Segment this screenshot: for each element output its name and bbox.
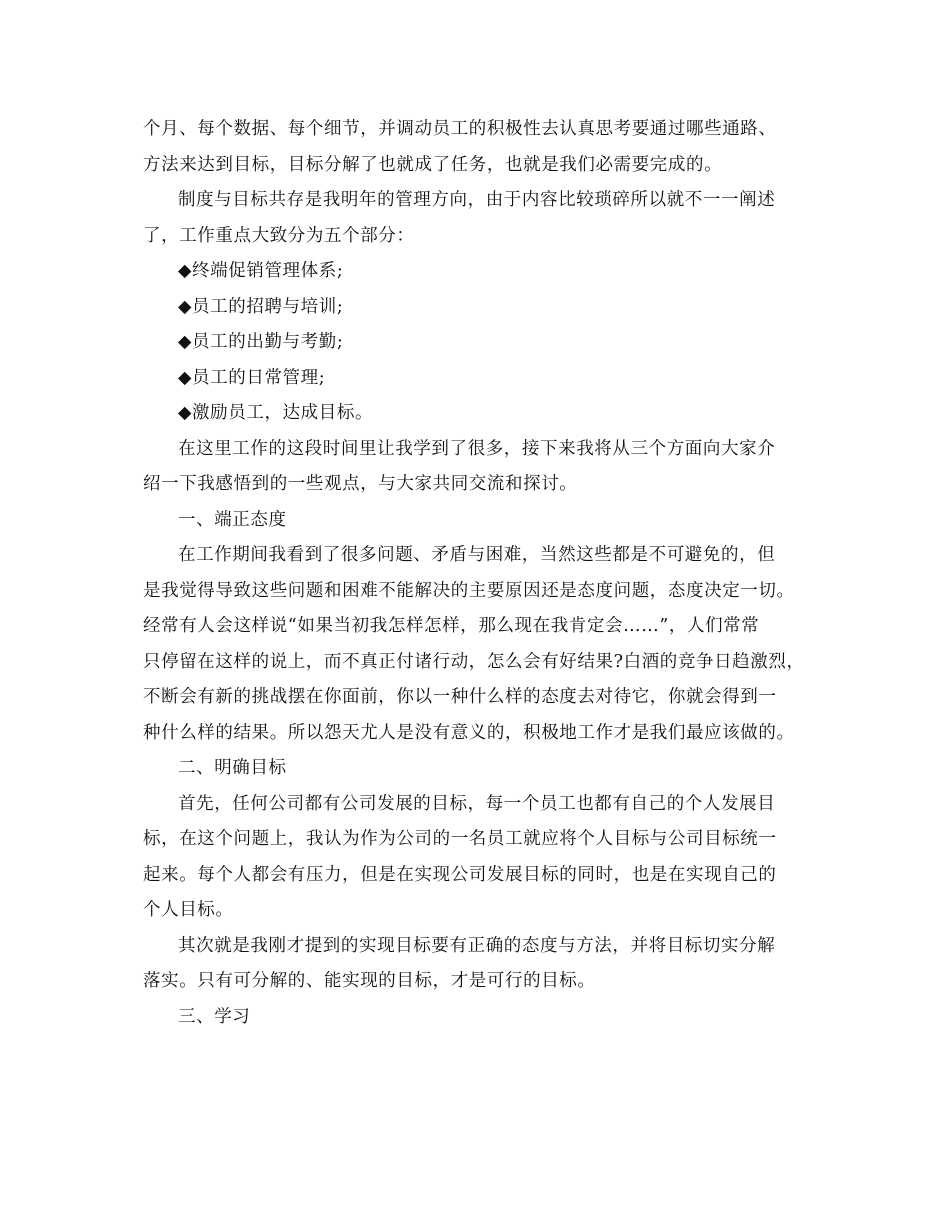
text-line: ◆终端促销管理体系; <box>178 261 344 281</box>
text-line: 一、端正态度 <box>178 509 287 530</box>
text-line: 在这里工作的这段时间里让我学到了很多，接下来我将从三个方面向大家介 <box>178 438 776 459</box>
text-line: 起来。每个人都会有压力，但是在实现公司发展目标的同时，也是在实现自己的 <box>143 864 777 885</box>
text-line: ◆员工的出勤与考勤; <box>178 332 344 352</box>
text-line: 种什么样的结果。所以怨天尤人是没有意义的，积极地工作才是我们最应该做的。 <box>143 722 795 743</box>
text-line: ◆员工的日常管理; <box>178 367 326 388</box>
text-line: 在工作期间我看到了很多问题、矛盾与困难，当然这些都是不可避免的，但 <box>178 545 776 565</box>
text-line: 了，工作重点大致分为五个部分： <box>143 225 415 246</box>
text-line: 首先，任何公司都有公司发展的目标，每一个员工也都有自己的个人发展目 <box>178 793 776 814</box>
text-line: 是我觉得导致这些问题和困难不能解决的主要原因还是态度问题，态度决定一切。 <box>143 580 795 601</box>
document-body <box>143 112 813 1035</box>
text-line: 三、学习 <box>178 1006 251 1027</box>
text-line: 落实。只有可分解的、能实现的目标，才是可行的目标。 <box>143 971 596 991</box>
text-line: 个人目标。 <box>143 900 234 920</box>
text-line: ◆激励员工，达成目标。 <box>178 403 374 423</box>
text-line: 制度与目标共存是我明年的管理方向，由于内容比较琐碎所以就不一一阐述 <box>178 190 776 210</box>
text-line: 二、明确目标 <box>178 758 287 778</box>
text-line: 不断会有新的挑战摆在你面前，你以一种什么样的态度去对待它，你就会得到一 <box>143 687 777 707</box>
text-line: 绍一下我感悟到的一些观点，与大家共同交流和探讨。 <box>143 474 578 494</box>
text-line: ◆员工的招聘与培训; <box>178 296 344 317</box>
text-line: 只停留在这样的说上，而不真正付诸行动，怎么会有好结果?白酒的竞争日趋激烈， <box>143 651 805 672</box>
text-line: 标，在这个问题上，我认为作为公司的一名员工就应将个人目标与公司目标统一 <box>143 829 777 849</box>
text-line: 方法来达到目标，目标分解了也就成了任务，也就是我们必需要完成的。 <box>143 154 723 175</box>
text-line: 个月、每个数据、每个细节，并调动员工的积极性去认真思考要通过哪些通路、 <box>143 119 777 139</box>
text-line: 其次就是我刚才提到的实现目标要有正确的态度与方法，并将目标切实分解 <box>178 935 776 956</box>
text-line: 经常有人会这样说“如果当初我怎样怎样，那么现在我肯定会……”，人们常常 <box>143 616 760 636</box>
